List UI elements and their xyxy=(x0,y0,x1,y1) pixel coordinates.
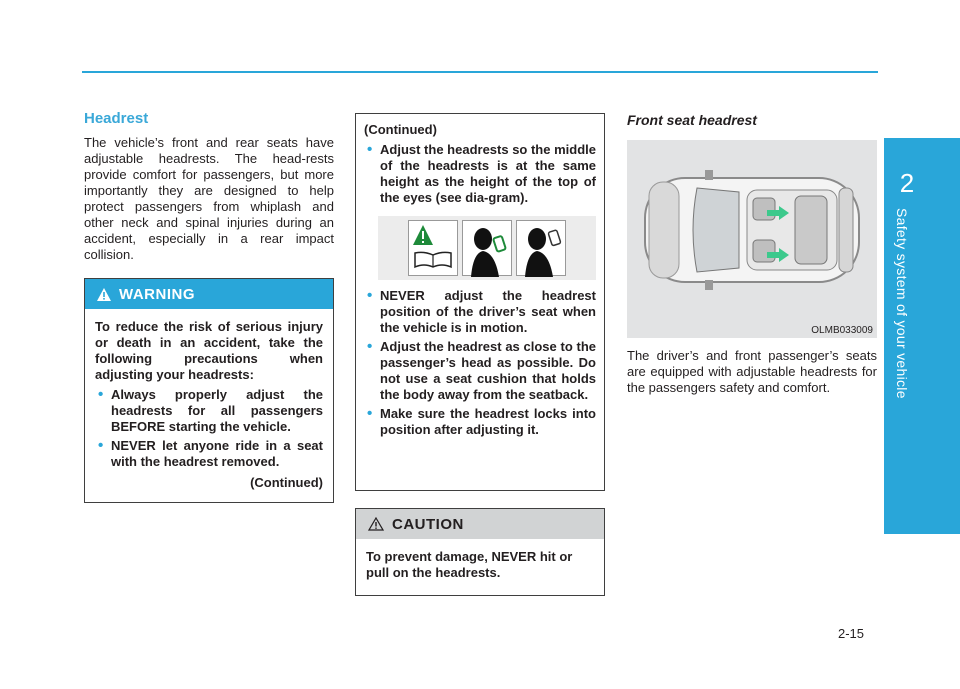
warning-intro: To reduce the risk of serious injury or death in an accident, take the following precautions when adjusting your headrests: xyxy=(95,319,323,382)
chapter-number: 2 xyxy=(899,168,915,198)
chapter-title: Safety system of your vehicle xyxy=(894,208,910,399)
headrest-intro-paragraph: The vehicle’s front and rear seats have adjustable headrests. The head-rests provide comfort for passengers, but more importantly they are designed to help protect passengers from whiplash and other neck and spinal injuries during an accident, especially in a rear impact collision. xyxy=(84,135,334,262)
caution-box xyxy=(355,508,605,596)
front-seat-headrest-paragraph: The driver’s and front passenger’s seats are equipped with adjustable headrests for the passengers safety and comfort. xyxy=(627,348,877,395)
car-top-view-illustration xyxy=(627,140,877,338)
column-headrest xyxy=(84,110,334,263)
continued-label: (Continued) xyxy=(364,122,437,137)
subsection-heading: Front seat headrest xyxy=(627,112,757,128)
head-headrest-correct-icon xyxy=(462,220,512,276)
caution-text: To prevent damage, NEVER hit or pull on the headrests. xyxy=(366,549,573,580)
car-top-view-figure xyxy=(627,140,877,338)
caution-header xyxy=(356,509,604,539)
warning-continued-box xyxy=(355,113,605,491)
warning-box xyxy=(84,278,334,503)
caution-triangle-icon xyxy=(368,517,384,531)
warning-item: • NEVER let anyone ride in a seat with the headrest removed. xyxy=(95,438,323,470)
head-headrest-icon xyxy=(516,220,566,276)
warning-header xyxy=(85,279,333,309)
section-heading: Headrest xyxy=(84,110,149,127)
warning-item: • Always properly adjust the headrests for all passengers BEFORE starting the vehicle. xyxy=(95,387,323,435)
headrest-diagram xyxy=(378,216,596,280)
warning-manual-icon xyxy=(408,220,458,276)
column-front-seat-headrest xyxy=(627,112,877,396)
warning-triangle-icon xyxy=(97,288,111,301)
figure-code: OLMB033009 xyxy=(811,325,873,336)
chapter-side-tab xyxy=(884,138,960,534)
caution-label: CAUTION xyxy=(392,515,464,533)
warning-item: • Adjust the headrests so the middle of the headrests is at the same height as the height of the top of the eyes (see dia-gram). xyxy=(364,142,596,206)
continued-note: (Continued) xyxy=(250,475,323,490)
top-rule xyxy=(82,71,878,73)
warning-label: WARNING xyxy=(119,285,195,303)
warning-item: • Adjust the headrest as close to the passenger’s head as possible. Do not use a seat cushion that holds the body away from the seatback. xyxy=(364,339,596,403)
warning-item: • NEVER adjust the headrest position of the driver’s seat when the vehicle is in motion. xyxy=(364,288,596,336)
warning-item: • Make sure the headrest locks into position after adjusting it. xyxy=(364,406,596,438)
page-number: 2-15 xyxy=(838,626,865,641)
